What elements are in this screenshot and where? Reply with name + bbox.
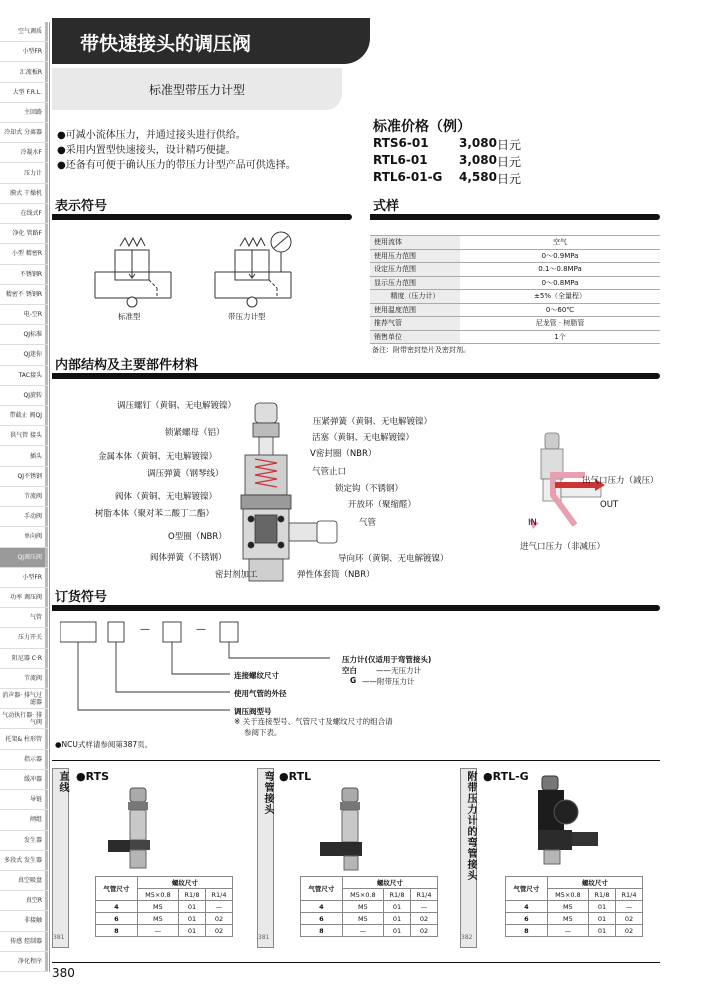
order-tube: 使用气管的外径 bbox=[234, 689, 287, 698]
spec-row: 使用流体 空气 bbox=[370, 236, 660, 250]
feature-item: ●采用内置型快速接头，设计精巧便捷。 bbox=[57, 145, 236, 156]
sidebar-item[interactable]: 主回路 bbox=[0, 103, 48, 123]
sidebar-item[interactable]: TAC接头 bbox=[0, 366, 48, 386]
sidebar-item[interactable]: 手动阀 bbox=[0, 507, 48, 527]
sidebar-item[interactable]: QJ迷你 bbox=[0, 345, 48, 365]
sidebar-item[interactable]: 托架& 柱形管 bbox=[0, 729, 48, 749]
ncu-note: ●NCU式样请参阅第387页。 bbox=[55, 740, 153, 749]
spec-section-title: 式样 bbox=[373, 199, 400, 214]
section-rule bbox=[52, 214, 352, 220]
spec-row: 精度（压力计） ±5%（全量程） bbox=[370, 290, 660, 304]
part-label: 金属本体（黄铜、无电解镀镍） bbox=[98, 452, 218, 462]
product-image-rtl bbox=[310, 786, 390, 876]
sidebar-item[interactable]: 压力计 bbox=[0, 163, 48, 183]
price-row: RTS6-01 3,080 日元 bbox=[373, 136, 521, 152]
sidebar-item[interactable]: 多段式 发生器 bbox=[0, 851, 48, 871]
order-gauge-desc: ——无压力计 bbox=[376, 666, 421, 675]
part-label: 调压螺钉（黄铜、无电解镀镍） bbox=[117, 401, 237, 411]
model-name: ●RTL bbox=[279, 770, 312, 783]
part-label: V密封圈（NBR） bbox=[310, 449, 377, 459]
sidebar-item[interactable]: 真空R bbox=[0, 891, 48, 911]
sidebar-item[interactable]: 空气调质 bbox=[0, 22, 48, 42]
page-subtitle: 标准型带压力计型 bbox=[52, 68, 342, 110]
price-block bbox=[373, 116, 521, 187]
model-page-ref: 381 bbox=[258, 934, 270, 941]
in-label: IN bbox=[528, 518, 537, 528]
feature-item: ●还备有可便于确认压力的带压力计型产品可供选择。 bbox=[57, 160, 296, 171]
pneumatic-symbol-diagram bbox=[85, 228, 325, 318]
product-image-rts bbox=[108, 786, 188, 876]
part-label: 气管止口 bbox=[312, 467, 347, 477]
order-dash: — bbox=[196, 624, 206, 635]
sidebar-item[interactable]: 电-空R bbox=[0, 305, 48, 325]
part-label: 阀体（黄铜、无电解镀镍） bbox=[115, 492, 218, 502]
sidebar-item[interactable]: 气管 bbox=[0, 608, 48, 628]
model-side-tab: 弯管接头 bbox=[257, 768, 274, 948]
sidebar-item[interactable]: 小型 精密R bbox=[0, 244, 48, 264]
sidebar-item[interactable]: 单向阀 bbox=[0, 527, 48, 547]
sidebar-item[interactable]: QJ调压阀 bbox=[0, 548, 48, 568]
feature-list bbox=[57, 128, 296, 173]
order-section-title: 订货符号 bbox=[55, 590, 108, 605]
sidebar-item[interactable]: 节流阀 bbox=[0, 669, 48, 689]
order-code-diagram bbox=[60, 620, 360, 720]
sidebar-item[interactable]: 在线式F bbox=[0, 204, 48, 224]
sidebar-item[interactable]: 传感 控制器 bbox=[0, 932, 48, 952]
sidebar-item[interactable]: 带截止 阀QJ bbox=[0, 406, 48, 426]
order-thread: 连接螺纹尺寸 bbox=[234, 671, 279, 680]
section-rule bbox=[52, 605, 660, 611]
sidebar-item[interactable]: 真空吸盘 bbox=[0, 871, 48, 891]
order-gauge-desc: ——附带压力计 bbox=[362, 677, 415, 686]
in-pressure-label: 进气口压力（非减压） bbox=[520, 542, 606, 552]
sidebar-item[interactable]: 大型 F.R.L. bbox=[0, 83, 48, 103]
part-label: 压紧弹簧（黄铜、无电解镀镍） bbox=[313, 417, 433, 427]
divider bbox=[52, 962, 660, 963]
model-page-ref: 382 bbox=[461, 934, 473, 941]
part-label: 锁定钩（不锈钢） bbox=[335, 484, 404, 494]
size-table: 气管尺寸 螺纹尺寸 M5×0.8 R1/8 R1/4 4 M5 01 — 6 M5 01 02 8 — 01 02 bbox=[95, 876, 233, 937]
part-label: 气管 bbox=[359, 518, 377, 528]
sidebar-item[interactable]: 节流阀 bbox=[0, 487, 48, 507]
sidebar-item[interactable]: 非接触 bbox=[0, 911, 48, 931]
model-name: ●RTL-G bbox=[483, 770, 529, 783]
sidebar-item[interactable]: 净化 管路F bbox=[0, 224, 48, 244]
sidebar-item[interactable]: 小型FR bbox=[0, 568, 48, 588]
spec-note: 备注：附带密封垫片及密封剂。 bbox=[372, 346, 470, 354]
part-label: 树脂本体（聚对苯二酸丁二酯） bbox=[95, 509, 215, 519]
spec-row: 设定压力范围 0.1～0.8MPa bbox=[370, 263, 660, 277]
sidebar-item[interactable]: 消声器· 排气过滤器 bbox=[0, 689, 48, 709]
sidebar-item[interactable]: QJ旋转 bbox=[0, 386, 48, 406]
structure-section-title: 内部结构及主要部件材料 bbox=[55, 358, 199, 373]
part-label: 锁紧螺母（铝） bbox=[165, 428, 225, 438]
sidebar-item[interactable]: 指示器 bbox=[0, 750, 48, 770]
model-page-ref: 381 bbox=[53, 934, 65, 941]
sidebar-item[interactable]: 气动执行器· 排气阀 bbox=[0, 709, 48, 729]
part-label: 调压弹簧（钢琴线） bbox=[147, 469, 224, 479]
sidebar-item[interactable]: 发生器 bbox=[0, 831, 48, 851]
symbol-label-standard: 标准型 bbox=[118, 312, 141, 321]
model-name: ●RTS bbox=[76, 770, 109, 783]
page-number: 380 bbox=[52, 966, 75, 980]
order-dash: — bbox=[140, 624, 150, 635]
sidebar-item[interactable]: 不锈钢R bbox=[0, 265, 48, 285]
divider bbox=[52, 760, 660, 761]
out-label: OUT bbox=[600, 500, 619, 510]
size-table: 气管尺寸 螺纹尺寸 M5×0.8 R1/8 R1/4 4 M5 01 — 6 M5 01 02 8 — 01 02 bbox=[300, 876, 438, 937]
page-title: 带快速接头的调压阀 bbox=[52, 18, 370, 64]
sidebar-item[interactable]: 功率 调压阀 bbox=[0, 588, 48, 608]
spec-row: 销售单位 1个 bbox=[370, 330, 660, 344]
sidebar-item[interactable]: 导链 bbox=[0, 790, 48, 810]
spec-row: 使用压力范围 0～0.9MPa bbox=[370, 249, 660, 263]
spec-row: 推荐气管 尼龙管 · 树脂管 bbox=[370, 317, 660, 331]
order-valve: 调压阀型号 bbox=[234, 707, 272, 716]
sidebar-item[interactable]: 闸组 bbox=[0, 810, 48, 830]
spec-row: 显示压力范围 0～0.8MPa bbox=[370, 276, 660, 290]
order-remark: ※ 关于连接型号、气管尺寸及螺纹尺寸的组合请 bbox=[234, 717, 393, 726]
sidebar-item[interactable]: 插头 bbox=[0, 446, 48, 466]
spec-row: 使用温度范围 0～60℃ bbox=[370, 303, 660, 317]
price-title: 标准价格（例） bbox=[373, 119, 471, 135]
sidebar-item[interactable]: QJ不锈钢 bbox=[0, 467, 48, 487]
part-label: 活塞（黄铜、无电解镀镍） bbox=[312, 433, 415, 443]
part-label: 阀体弹簧（不锈钢） bbox=[150, 553, 227, 563]
out-pressure-label: 出气口压力（减压） bbox=[582, 476, 659, 486]
sidebar-item[interactable]: 净化程序 bbox=[0, 952, 48, 972]
sidebar-item[interactable]: 冷却式 分离器 bbox=[0, 123, 48, 143]
feature-item: ●可减小流体压力，并通过接头进行供给。 bbox=[57, 130, 246, 141]
order-gauge-title: 压力计(仅适用于弯管接头) bbox=[342, 655, 432, 664]
sidebar-item[interactable]: 阻尼器 C·R bbox=[0, 649, 48, 669]
product-image-rtl-g bbox=[520, 772, 610, 872]
sidebar-item[interactable]: 压力开关 bbox=[0, 628, 48, 648]
part-label: 开放环（聚缩醛） bbox=[348, 500, 417, 510]
symbol-section-title: 表示符号 bbox=[55, 199, 108, 214]
sidebar-item[interactable]: 供气管 接头 bbox=[0, 426, 48, 446]
section-rule bbox=[370, 214, 660, 220]
sidebar-nav bbox=[0, 22, 50, 972]
sidebar-item[interactable]: 汇流板R bbox=[0, 62, 48, 82]
order-gauge-code: G bbox=[350, 676, 357, 685]
part-label: 密封剂加工 bbox=[215, 570, 258, 580]
part-label: O型圈（NBR） bbox=[168, 532, 227, 542]
price-row: RTL6-01 3,080 日元 bbox=[373, 153, 521, 169]
symbol-label-gauge: 带压力计型 bbox=[228, 312, 266, 321]
order-remark: 参阅下表。 bbox=[244, 728, 282, 737]
sidebar-item[interactable]: 缓冲器 bbox=[0, 770, 48, 790]
spec-table bbox=[370, 235, 660, 344]
part-label: 弹性体套筒（NBR） bbox=[297, 570, 375, 580]
sidebar-item[interactable]: 精密不 锈钢R bbox=[0, 285, 48, 305]
size-table: 气管尺寸 螺纹尺寸 M5×0.8 R1/8 R1/4 4 M5 01 — 6 M5 01 02 8 — 01 02 bbox=[505, 876, 643, 937]
price-row: RTL6-01-G 4,580 日元 bbox=[373, 170, 521, 186]
order-gauge-code: 空白 bbox=[342, 666, 357, 675]
section-rule bbox=[52, 373, 660, 379]
sidebar-item[interactable]: 小型FR bbox=[0, 42, 48, 62]
sidebar-item[interactable]: QJ标准 bbox=[0, 325, 48, 345]
model-side-tab: 直线 bbox=[52, 768, 69, 948]
sidebar-item[interactable]: 膜式 干燥机 bbox=[0, 184, 48, 204]
model-side-tab: 附带压力计的弯管接头 bbox=[460, 768, 477, 948]
part-label: 导向环（黄铜、无电解镀镍） bbox=[338, 554, 449, 564]
sidebar-item[interactable]: 冷凝水F bbox=[0, 143, 48, 163]
